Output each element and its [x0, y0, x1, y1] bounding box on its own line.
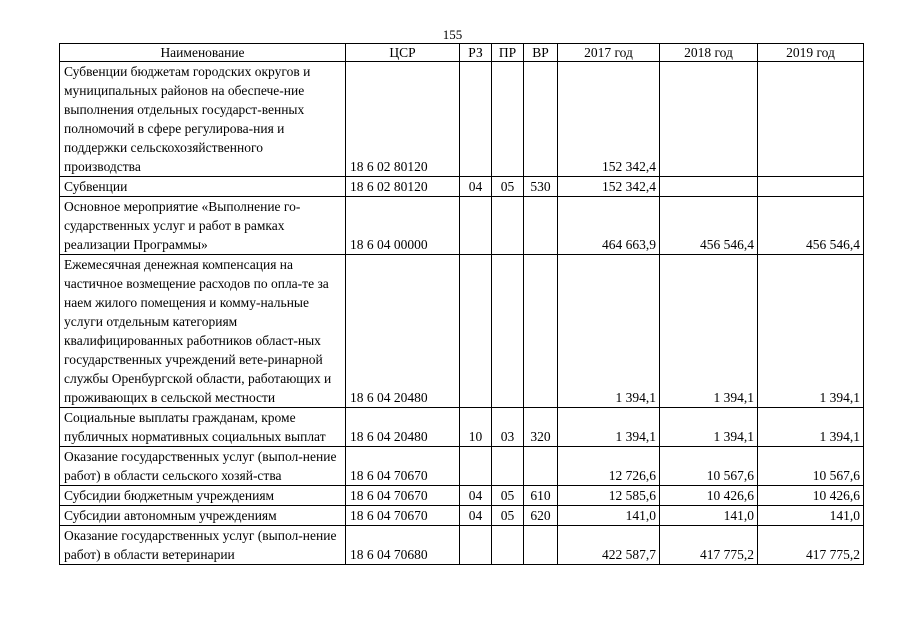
row-csr: 18 6 04 70670	[346, 447, 460, 486]
row-pr	[492, 62, 524, 177]
row-name: Социальные выплаты гражданам, кроме публичных нормативных социальных выплат	[60, 408, 346, 447]
row-vr	[524, 447, 558, 486]
row-2018: 417 775,2	[660, 526, 758, 565]
budget-table	[59, 43, 864, 565]
row-name: Основное мероприятие «Выполнение го-сударственных услуг и работ в рамках реализации Программы»	[60, 197, 346, 255]
row-2017: 152 342,4	[558, 62, 660, 177]
row-name: Субсидии автономным учреждениям	[60, 506, 346, 526]
row-2019: 10 426,6	[758, 486, 864, 506]
row-2017: 1 394,1	[558, 255, 660, 408]
row-2018: 456 546,4	[660, 197, 758, 255]
row-name: Оказание государственных услуг (выпол-нение работ) в области сельского хозяй-ства	[60, 447, 346, 486]
row-2017: 422 587,7	[558, 526, 660, 565]
header-2017: 2017 год	[558, 44, 660, 62]
row-2019: 456 546,4	[758, 197, 864, 255]
page-number: 155	[442, 27, 463, 42]
row-2018: 1 394,1	[660, 255, 758, 408]
row-pr	[492, 197, 524, 255]
row-rz	[460, 62, 492, 177]
row-pr	[492, 447, 524, 486]
row-rz: 10	[460, 408, 492, 447]
row-rz	[460, 255, 492, 408]
row-vr: 610	[524, 486, 558, 506]
row-rz	[460, 526, 492, 565]
row-2017: 12 585,6	[558, 486, 660, 506]
row-2018: 10 426,6	[660, 486, 758, 506]
row-2018: 1 394,1	[660, 408, 758, 447]
table-row	[60, 62, 864, 177]
row-csr: 18 6 04 20480	[346, 408, 460, 447]
row-rz	[460, 197, 492, 255]
row-2017: 152 342,4	[558, 177, 660, 197]
row-vr	[524, 197, 558, 255]
row-csr: 18 6 04 20480	[346, 255, 460, 408]
row-pr	[492, 255, 524, 408]
row-csr: 18 6 04 70680	[346, 526, 460, 565]
header-vr: ВР	[524, 44, 558, 62]
row-2017: 464 663,9	[558, 197, 660, 255]
row-2019	[758, 177, 864, 197]
row-2019	[758, 62, 864, 177]
row-name: Субсидии бюджетным учреждениям	[60, 486, 346, 506]
table-row	[60, 255, 864, 408]
row-2019: 1 394,1	[758, 408, 864, 447]
row-csr: 18 6 04 70670	[346, 486, 460, 506]
row-2017: 12 726,6	[558, 447, 660, 486]
row-2018	[660, 62, 758, 177]
row-2017: 1 394,1	[558, 408, 660, 447]
row-vr: 320	[524, 408, 558, 447]
row-2018	[660, 177, 758, 197]
table-row	[60, 408, 864, 447]
header-name: Наименование	[60, 44, 346, 62]
table-row	[60, 197, 864, 255]
row-name: Субвенции	[60, 177, 346, 197]
row-pr: 05	[492, 506, 524, 526]
row-2017: 141,0	[558, 506, 660, 526]
table-row	[60, 526, 864, 565]
header-2018: 2018 год	[660, 44, 758, 62]
header-rz: РЗ	[460, 44, 492, 62]
table-header-row	[60, 44, 864, 62]
row-name: Оказание государственных услуг (выпол-нение работ) в области ветеринарии	[60, 526, 346, 565]
row-csr: 18 6 04 70670	[346, 506, 460, 526]
row-2018: 141,0	[660, 506, 758, 526]
header-csr: ЦСР	[346, 44, 460, 62]
row-vr	[524, 62, 558, 177]
row-pr: 05	[492, 177, 524, 197]
row-vr	[524, 255, 558, 408]
table-row	[60, 486, 864, 506]
row-name: Субвенции бюджетам городских округов и муниципальных районов на обеспече-ние выполнения отдельных государст-венных полномочий в сфере регулирова-ния и поддержки сельскохозяйственного производства	[60, 62, 346, 177]
row-rz	[460, 447, 492, 486]
row-csr: 18 6 02 80120	[346, 177, 460, 197]
table-row	[60, 447, 864, 486]
header-pr: ПР	[492, 44, 524, 62]
row-2019: 1 394,1	[758, 255, 864, 408]
row-rz: 04	[460, 486, 492, 506]
row-csr: 18 6 04 00000	[346, 197, 460, 255]
row-name: Ежемесячная денежная компенсация на частичное возмещение расходов по опла-те за наем жилого помещения и комму-нальные услуги отдельным категориям квалифицированных работников област-ных государственных учреждений вете-ринарной службы Оренбургской области, работающих и проживающих в сельской местности	[60, 255, 346, 408]
row-2019: 141,0	[758, 506, 864, 526]
table-row	[60, 506, 864, 526]
row-2019: 10 567,6	[758, 447, 864, 486]
header-2019: 2019 год	[758, 44, 864, 62]
row-pr: 03	[492, 408, 524, 447]
row-pr: 05	[492, 486, 524, 506]
table-row	[60, 177, 864, 197]
row-vr	[524, 526, 558, 565]
row-vr: 530	[524, 177, 558, 197]
row-2019: 417 775,2	[758, 526, 864, 565]
row-pr	[492, 526, 524, 565]
row-rz: 04	[460, 177, 492, 197]
row-csr: 18 6 02 80120	[346, 62, 460, 177]
row-vr: 620	[524, 506, 558, 526]
row-rz: 04	[460, 506, 492, 526]
row-2018: 10 567,6	[660, 447, 758, 486]
